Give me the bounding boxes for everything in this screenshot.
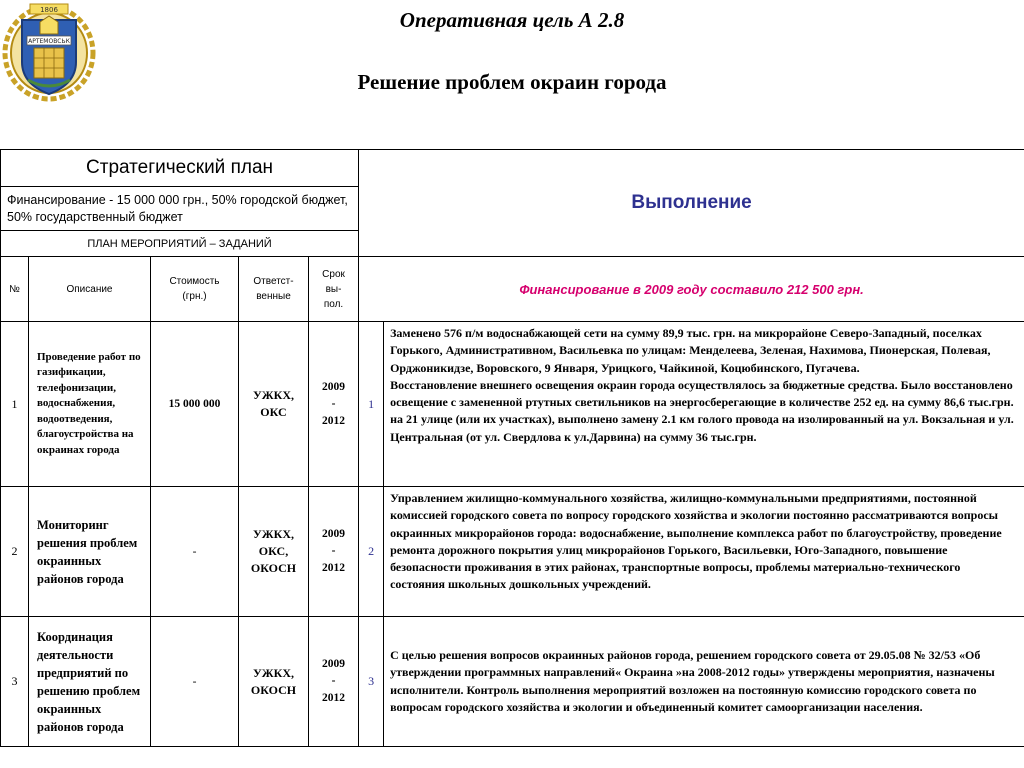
column-header-term-line-1: Срок: [322, 268, 345, 280]
row-term-start: 2009: [322, 380, 346, 393]
row-number: 1: [1, 322, 29, 487]
strategic-plan-table: [0, 149, 1024, 747]
table-row: [1, 322, 1024, 487]
row-execution-text-content: Заменено 576 п/м водоснабжающей сети на сумму 89,9 тыс. грн. на микрорайоне Северо-Западный, поселках Горького, Административном, Васильевка по улицам: Менделеева, Зеленая, Нахимова, Пионерская, Полевая, Орджоникидзе, Воровского, 9 Января, Урицкого, Чайкиной, Коцюбинского, Пугачева. Восстановление внешнего освещения окраин города осуществлялось за бюджетные средства. Было восстановлено освещение с замененной ртутных светильников на энергосберегающие в количестве 252 ед. на сумму 86,6 тыс.грн. на 21 улице (или их участках), выполнено замену 2.1 км голого провода на изолированный на ул. Вокзальная и ул. Центральная (от ул. Свердлова к ул.Дарвина) на сумму 36 тыс.грн.: [390, 326, 1014, 444]
row-term-dash: -: [331, 397, 336, 410]
row-description: Координация деятельности предприятий по решению проблем окраинных районов города: [29, 617, 151, 747]
row-execution-text: С целью решения вопросов окраинных районов города, решением городского совета от 29.05.08 № 32/53 «Об утверждении программных направлений« Окраина »на 2008-2012 годы» утверждены мероприятия, назначены исполнители. Контроль выполнения мероприятий возложен на постоянную комиссию городского совета по вопросам городского хозяйства и экологии и объединенный комитет самоорганизации населения.: [384, 617, 1024, 747]
column-header-responsible-line-1: Ответст-: [253, 276, 294, 287]
row-description: Мониторинг решения проблем окраинных районов города: [29, 487, 151, 617]
row-responsible: УЖКХ, ОКС, ОКОСН: [239, 487, 309, 617]
strategic-plan-heading: Стратегический план: [1, 150, 359, 187]
page-title: Оперативная цель А 2.8: [399, 8, 625, 32]
column-header-term: [309, 257, 359, 322]
table-row: [1, 487, 1024, 617]
column-header-cost: [151, 257, 239, 322]
row-index: 1: [359, 322, 384, 487]
table-row: [1, 617, 1024, 747]
column-header-num: №: [1, 257, 29, 322]
column-header-responsible: [239, 257, 309, 322]
row-term-dash: -: [331, 675, 336, 687]
column-header-responsible-line-2: венные: [256, 291, 291, 302]
column-header-row: [1, 257, 1024, 322]
row-index: 2: [359, 487, 384, 617]
row-cost: -: [151, 617, 239, 747]
row-number: 3: [1, 617, 29, 747]
row-execution-text: Управлением жилищно-коммунального хозяйства, жилищно-коммунальными предприятиями, постоянной комиссией городского совета по вопросу городского хозяйства и экологии постоянно рассматриваются вопросы окраинных микрорайонов города: водоснабжение, выполнение комплекса работ по благоустройству, проведение ремонта дорожного покрытия улиц микрорайонов Горького, Васильевки, Юго-Западного, повышение безопасности проживания в этих районах, транспортные вопросы, проблемы материально-технического состояния школьных дошкольных учреждений.: [384, 487, 1024, 617]
row-term: [309, 322, 359, 487]
table-header-row: [1, 150, 1024, 187]
row-cost: 15 000 000: [151, 322, 239, 487]
row-index: 3: [359, 617, 384, 747]
row-term-end: 2012: [322, 692, 346, 704]
row-number: 2: [1, 487, 29, 617]
column-header-cost-line-1: Стоимость: [169, 276, 220, 287]
column-header-term-line-2: вы-: [325, 283, 342, 295]
row-term-start: 2009: [322, 528, 346, 540]
emblem-banner: АРТЕМОВСЬК: [28, 38, 70, 45]
row-execution-text: [384, 322, 1024, 487]
execution-heading: Выполнение: [359, 150, 1024, 257]
plan-events-heading: ПЛАН МЕРОПРИЯТИЙ – ЗАДАНИЙ: [1, 231, 359, 257]
row-description: Проведение работ по газификации, телефонизации, водоснабжения, водоотведения, благоустройства на окраинах города: [29, 322, 151, 487]
row-responsible: УЖКХ, ОКОСН: [239, 617, 309, 747]
page-subtitle: Решение проблем окраин города: [357, 70, 667, 94]
row-term-start: 2009: [322, 658, 346, 670]
column-header-cost-line-2: (грн.): [182, 291, 207, 302]
column-header-description: Описание: [29, 257, 151, 322]
column-header-term-line-3: пол.: [323, 298, 344, 310]
row-term-dash: -: [331, 545, 336, 557]
emblem-year: 1806: [40, 6, 58, 14]
financing-text: Финансирование - 15 000 000 грн., 50% городской бюджет, 50% государственный бюджет: [1, 187, 359, 231]
row-term-end: 2012: [322, 562, 346, 574]
row-term: [309, 617, 359, 747]
financing-2009-note: Финансирование в 2009 году составило 212 500 грн.: [359, 257, 1024, 322]
row-term-end: 2012: [322, 414, 346, 427]
row-term: [309, 487, 359, 617]
row-cost: -: [151, 487, 239, 617]
row-responsible: УЖКХ, ОКС: [239, 322, 309, 487]
